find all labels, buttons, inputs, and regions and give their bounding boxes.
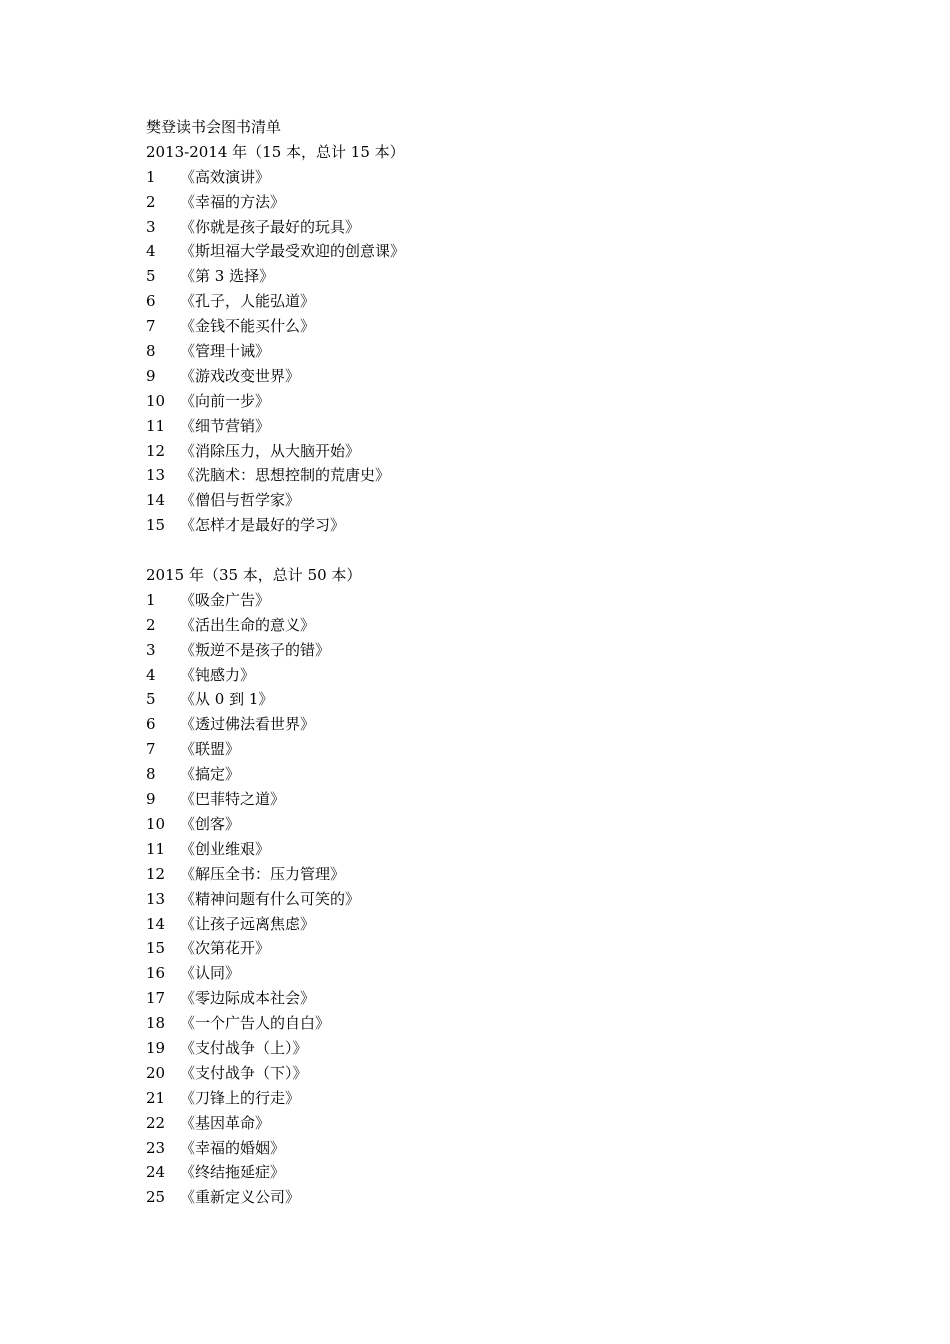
list-item — [146, 1111, 846, 1136]
item-number: 19 — [146, 1038, 166, 1057]
item-number: 11 — [146, 839, 166, 858]
list-item — [146, 862, 846, 887]
item-number: 1 — [146, 590, 156, 609]
book-title: 《消除压力，从大脑开始》 — [180, 441, 361, 460]
item-number: 3 — [146, 640, 156, 659]
item-number: 6 — [146, 292, 156, 311]
list-item — [146, 1086, 846, 1111]
book-title: 《游戏改变世界》 — [180, 366, 301, 385]
list-item — [146, 961, 846, 986]
item-number: 8 — [146, 765, 156, 784]
list-item — [146, 1136, 846, 1161]
list-item — [146, 1061, 846, 1086]
item-number: 7 — [146, 740, 156, 759]
book-title: 《搞定》 — [180, 765, 241, 784]
book-title: 《让孩子远离焦虑》 — [180, 914, 316, 933]
item-number: 14 — [146, 914, 166, 933]
list-item — [146, 912, 846, 937]
item-number: 10 — [146, 391, 166, 410]
book-title: 《洗脑术：思想控制的荒唐史》 — [180, 466, 391, 485]
book-title: 《孔子，人能弘道》 — [180, 292, 316, 311]
book-title: 《刀锋上的行走》 — [180, 1088, 301, 1107]
book-title: 《支付战争（上）》 — [180, 1038, 308, 1057]
list-item — [146, 488, 846, 513]
book-title: 《高效演讲》 — [180, 167, 271, 186]
item-number: 5 — [146, 267, 156, 286]
book-title: 《精神问题有什么可笑的》 — [180, 889, 361, 908]
list-item — [146, 513, 846, 538]
list-item — [146, 289, 846, 314]
item-number: 3 — [146, 217, 156, 236]
section-spacer — [146, 538, 846, 563]
book-title: 《一个广告人的自白》 — [180, 1014, 331, 1033]
list-item — [146, 239, 846, 264]
list-item — [146, 837, 846, 862]
item-number: 12 — [146, 441, 166, 460]
section-heading: 2013-2014 年（15 本，总计 15 本） — [146, 142, 405, 161]
item-number: 12 — [146, 864, 166, 883]
book-title: 《从 0 到 1》 — [180, 690, 274, 709]
item-number: 1 — [146, 167, 156, 186]
section-heading: 2015 年（35 本，总计 50 本） — [146, 566, 362, 585]
list-item — [146, 463, 846, 488]
list-item — [146, 663, 846, 688]
list-item — [146, 1160, 846, 1185]
book-title: 《终结拖延症》 — [180, 1163, 286, 1182]
list-item — [146, 414, 846, 439]
section-2015 — [146, 563, 846, 1210]
item-number: 4 — [146, 665, 156, 684]
item-number: 25 — [146, 1188, 166, 1207]
book-title: 《向前一步》 — [180, 391, 271, 410]
book-title: 《创业维艰》 — [180, 839, 271, 858]
item-number: 17 — [146, 989, 166, 1008]
item-number: 11 — [146, 416, 166, 435]
list-item — [146, 887, 846, 912]
book-list — [146, 115, 846, 1210]
item-number: 21 — [146, 1088, 166, 1107]
book-title: 《吸金广告》 — [180, 590, 271, 609]
list-item — [146, 787, 846, 812]
list-item — [146, 364, 846, 389]
book-title: 《基因革命》 — [180, 1113, 271, 1132]
item-number: 4 — [146, 242, 156, 261]
item-number: 20 — [146, 1063, 166, 1082]
item-number: 8 — [146, 342, 156, 361]
list-item — [146, 936, 846, 961]
item-number: 9 — [146, 790, 156, 809]
item-number: 5 — [146, 690, 156, 709]
list-item — [146, 687, 846, 712]
item-number: 24 — [146, 1163, 166, 1182]
book-title: 《支付战争（下）》 — [180, 1063, 308, 1082]
book-title: 《幸福的方法》 — [180, 192, 286, 211]
book-title: 《管理十诫》 — [180, 342, 271, 361]
book-title: 《活出生命的意义》 — [180, 615, 316, 634]
book-title: 《怎样才是最好的学习》 — [180, 516, 346, 535]
book-title: 《创客》 — [180, 814, 241, 833]
book-title: 《你就是孩子最好的玩具》 — [180, 217, 361, 236]
list-item — [146, 812, 846, 837]
item-number: 13 — [146, 466, 166, 485]
item-number: 13 — [146, 889, 166, 908]
list-item — [146, 165, 846, 190]
list-item — [146, 264, 846, 289]
list-item — [146, 314, 846, 339]
item-number: 16 — [146, 964, 166, 983]
list-item — [146, 712, 846, 737]
list-item — [146, 638, 846, 663]
section-2013-2014 — [146, 140, 846, 538]
book-title: 《幸福的婚姻》 — [180, 1138, 286, 1157]
list-item — [146, 439, 846, 464]
list-item — [146, 339, 846, 364]
book-title: 《解压全书：压力管理》 — [180, 864, 346, 883]
book-title: 《透过佛法看世界》 — [180, 715, 316, 734]
book-title: 《叛逆不是孩子的错》 — [180, 640, 331, 659]
list-item — [146, 389, 846, 414]
list-item — [146, 588, 846, 613]
list-item — [146, 737, 846, 762]
item-number: 6 — [146, 715, 156, 734]
book-title: 《联盟》 — [180, 740, 241, 759]
list-item — [146, 1036, 846, 1061]
document-title: 樊登读书会图书清单 — [146, 118, 282, 136]
book-title: 《斯坦福大学最受欢迎的创意课》 — [180, 242, 406, 261]
book-title: 《第 3 选择》 — [180, 267, 275, 286]
list-item — [146, 613, 846, 638]
item-number: 2 — [146, 192, 156, 211]
item-number: 10 — [146, 814, 166, 833]
book-title: 《零边际成本社会》 — [180, 989, 316, 1008]
list-item — [146, 190, 846, 215]
book-title: 《钝感力》 — [180, 665, 256, 684]
item-number: 14 — [146, 491, 166, 510]
book-title: 《细节营销》 — [180, 416, 271, 435]
list-item — [146, 986, 846, 1011]
item-number: 2 — [146, 615, 156, 634]
item-number: 15 — [146, 516, 166, 535]
list-item — [146, 215, 846, 240]
book-title: 《金钱不能买什么》 — [180, 317, 316, 336]
list-item — [146, 1011, 846, 1036]
item-number: 7 — [146, 317, 156, 336]
item-number: 18 — [146, 1014, 166, 1033]
book-title: 《僧侣与哲学家》 — [180, 491, 301, 510]
list-item — [146, 762, 846, 787]
book-title: 《重新定义公司》 — [180, 1188, 301, 1207]
item-number: 15 — [146, 939, 166, 958]
book-title: 《认同》 — [180, 964, 241, 983]
item-number: 22 — [146, 1113, 166, 1132]
list-item — [146, 1185, 846, 1210]
book-title: 《次第花开》 — [180, 939, 271, 958]
item-number: 9 — [146, 366, 156, 385]
book-title: 《巴菲特之道》 — [180, 790, 286, 809]
item-number: 23 — [146, 1138, 166, 1157]
